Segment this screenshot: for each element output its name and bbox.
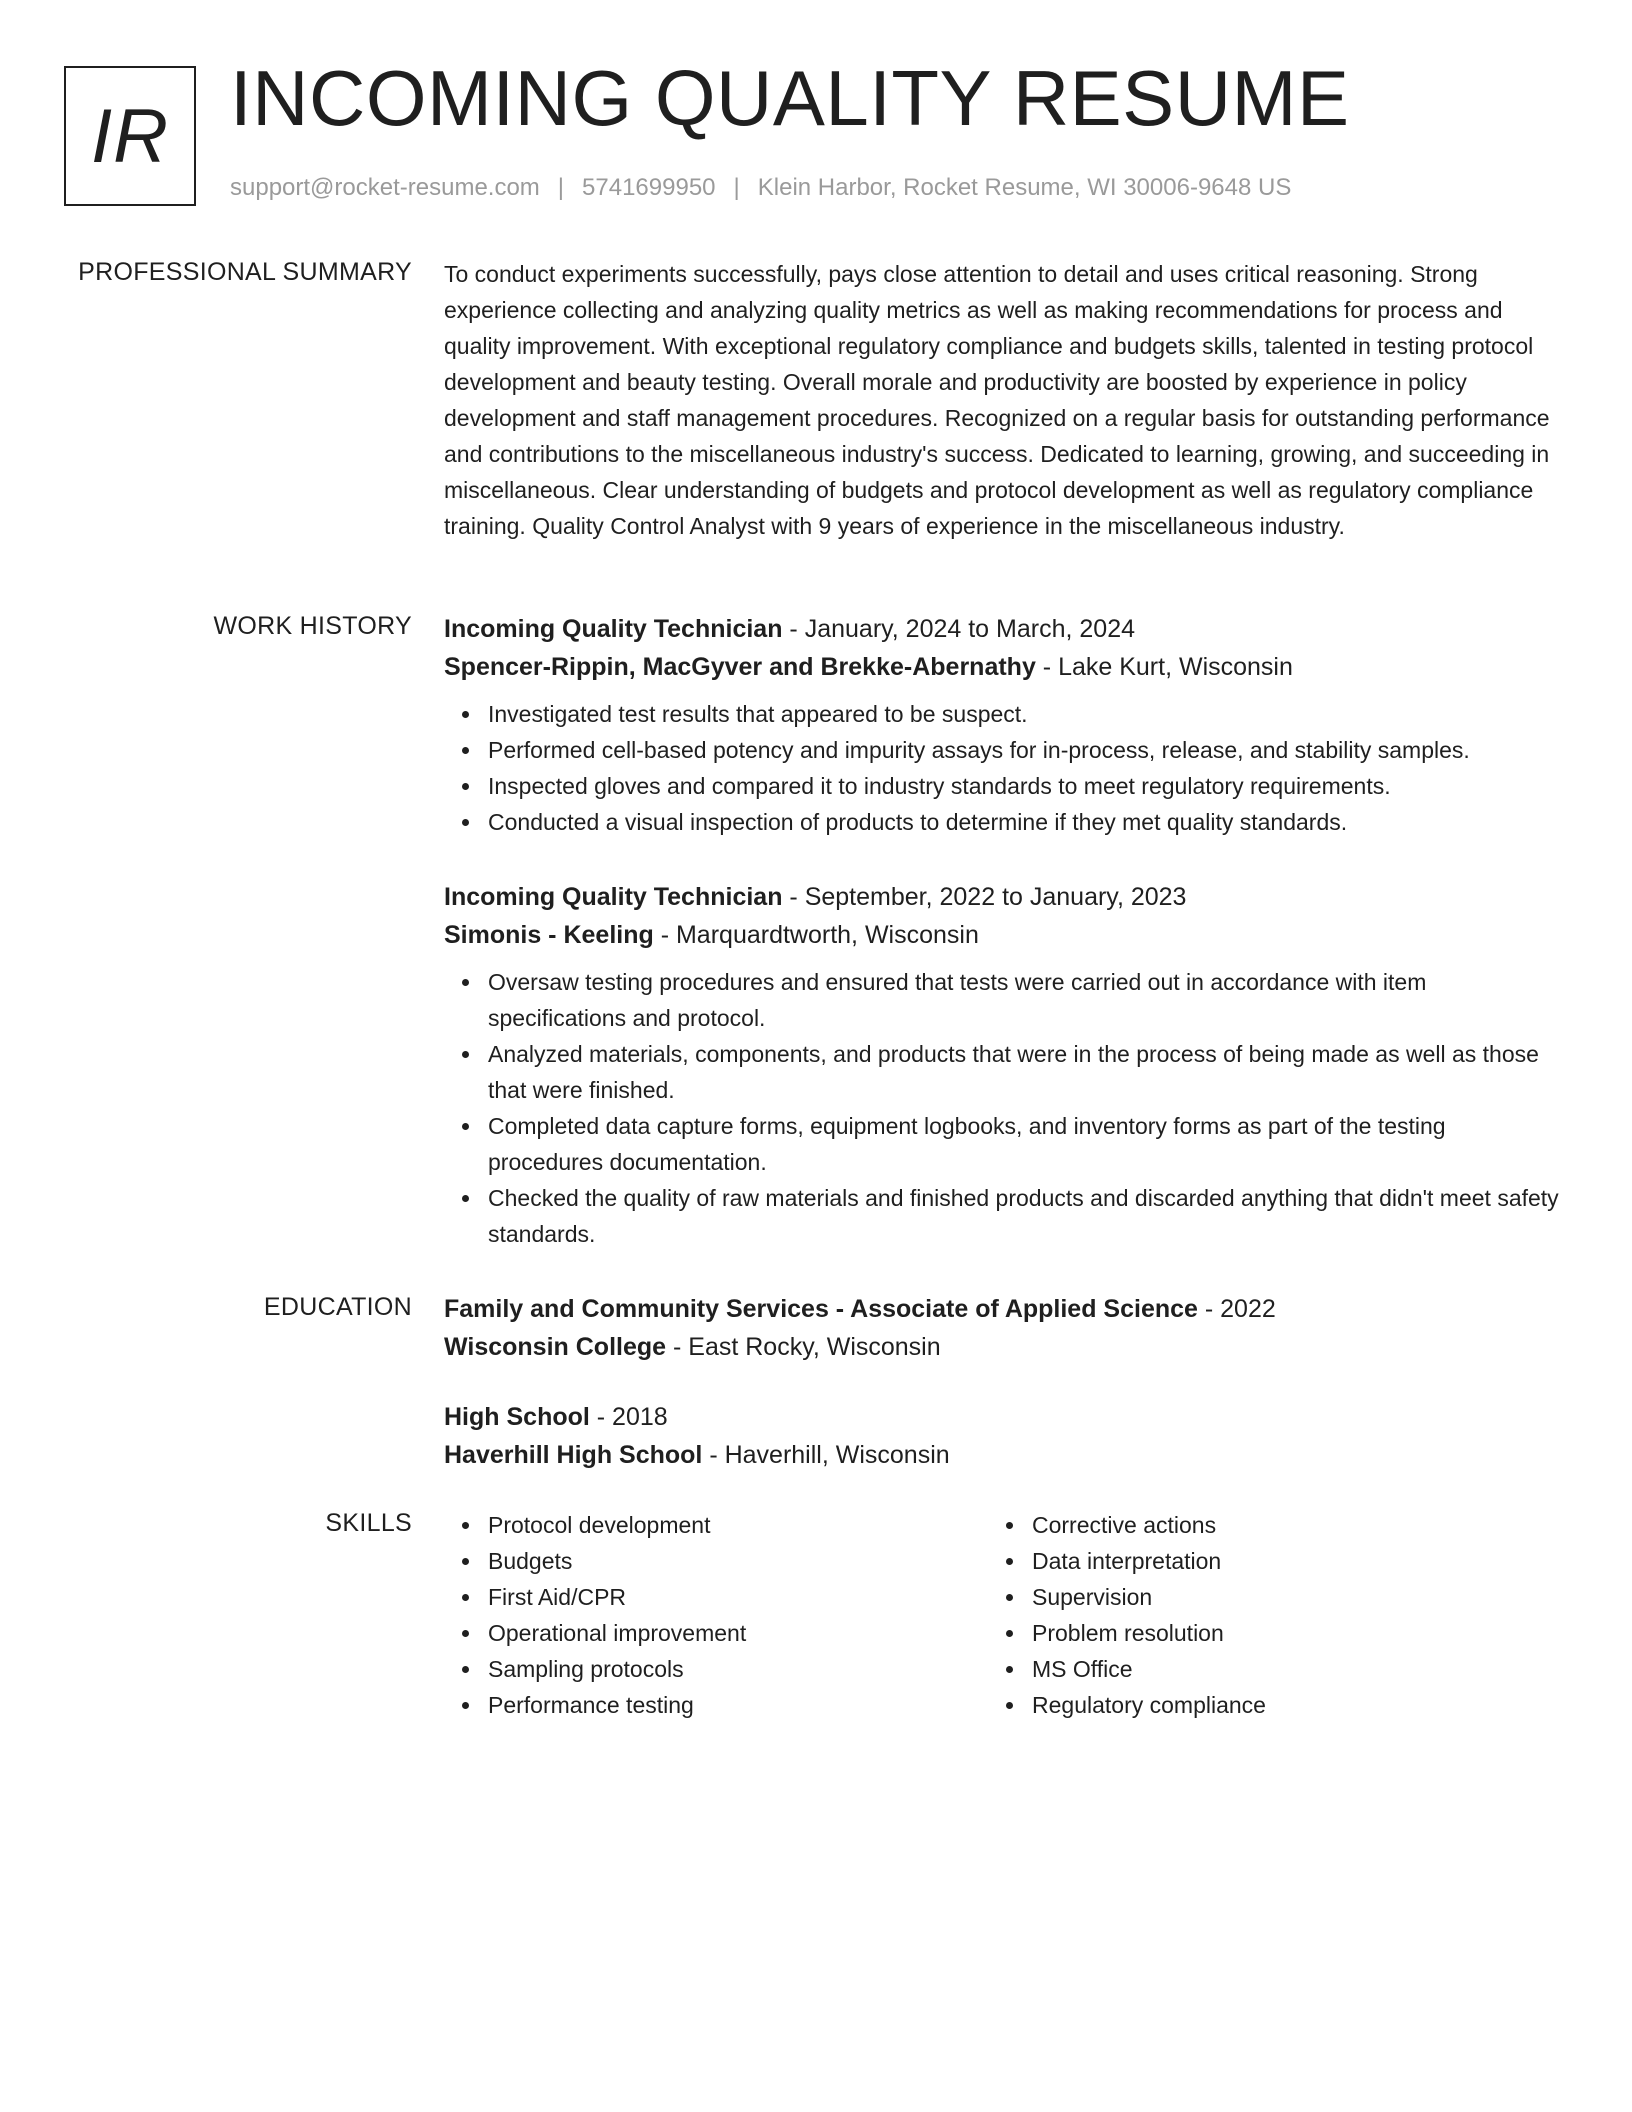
contact-email: support@rocket-resume.com bbox=[230, 174, 540, 201]
education-entry bbox=[444, 1398, 1564, 1474]
job-company-line bbox=[444, 916, 1564, 954]
job-title-line bbox=[444, 610, 1564, 648]
job-dates: - September, 2022 to January, 2023 bbox=[782, 883, 1187, 911]
job-bullet: Oversaw testing procedures and ensured that tests were carried out in accordance with item specifications and protocol. bbox=[488, 964, 1564, 1036]
education-entry bbox=[444, 1290, 1564, 1366]
job-bullet: Investigated test results that appeared to be suspect. bbox=[488, 696, 1564, 732]
job-bullet: Conducted a visual inspection of products to determine if they met quality standards. bbox=[488, 804, 1564, 840]
job-entry bbox=[444, 610, 1564, 840]
job-bullets bbox=[444, 964, 1564, 1252]
job-location: - Lake Kurt, Wisconsin bbox=[1035, 653, 1293, 681]
job-bullet: Analyzed materials, components, and products that were in the process of being made as well as those that were finished. bbox=[488, 1036, 1564, 1108]
summary-text: To conduct experiments successfully, pays close attention to detail and uses critical reasoning. Strong experience collecting and analyzing quality metrics as well as making recommendations for process and quality improvement. With exceptional regulatory compliance and budgets skills, talented in testing protocol development and beauty testing. Overall morale and productivity are boosted by experience in policy development and staff management procedures. Recognized on a regular basis for outstanding performance and contributions to the miscellaneous industry's success. Dedicated to learning, growing, and succeeding in miscellaneous. Clear understanding of budgets and protocol development as well as regulatory compliance training. Quality Control Analyst with 9 years of experience in the miscellaneous industry. bbox=[444, 261, 1550, 539]
education-year: - 2022 bbox=[1197, 1295, 1276, 1323]
skill-item: Corrective actions bbox=[1032, 1507, 1552, 1543]
contact-separator: | bbox=[733, 174, 740, 201]
skill-item: Performance testing bbox=[488, 1687, 988, 1723]
skill-item: Sampling protocols bbox=[488, 1651, 988, 1687]
job-company-line bbox=[444, 648, 1564, 686]
job-title: Incoming Quality Technician bbox=[444, 615, 783, 643]
contact-address: Klein Harbor, Rocket Resume, WI 30006-9648 US bbox=[757, 174, 1292, 201]
job-bullet: Performed cell-based potency and impurity assays for in-process, release, and stability samples. bbox=[488, 732, 1564, 768]
job-company: Spencer-Rippin, MacGyver and Brekke-Abernathy bbox=[444, 653, 1036, 681]
contact-separator: | bbox=[557, 174, 565, 201]
summary-section bbox=[444, 256, 1564, 544]
education-degree: High School bbox=[444, 1403, 590, 1431]
resume-title: INCOMING QUALITY RESUME bbox=[230, 54, 1350, 142]
skills-list-left bbox=[444, 1507, 988, 1723]
education-location: - East Rocky, Wisconsin bbox=[666, 1333, 941, 1361]
section-label-education: EDUCATION bbox=[263, 1293, 412, 1321]
skill-item: Budgets bbox=[488, 1543, 988, 1579]
contact-phone: 5741699950 bbox=[582, 174, 716, 201]
education-degree-line bbox=[444, 1290, 1564, 1328]
education-location: - Haverhill, Wisconsin bbox=[702, 1441, 950, 1469]
education-school-line bbox=[444, 1328, 1564, 1366]
skills-columns bbox=[444, 1507, 1564, 1723]
skill-item: Data interpretation bbox=[1032, 1543, 1552, 1579]
education-school: Wisconsin College bbox=[444, 1333, 667, 1361]
education-year: - 2018 bbox=[589, 1403, 668, 1431]
job-entry bbox=[444, 878, 1564, 1252]
job-title: Incoming Quality Technician bbox=[444, 883, 783, 911]
skill-item: Operational improvement bbox=[488, 1615, 988, 1651]
job-bullet: Completed data capture forms, equipment logbooks, and inventory forms as part of the testing procedures documentation. bbox=[488, 1108, 1564, 1180]
education-degree: Family and Community Services - Associate of Applied Science bbox=[444, 1295, 1198, 1323]
job-location: - Marquardtworth, Wisconsin bbox=[653, 921, 979, 949]
skills-list-right bbox=[988, 1507, 1552, 1723]
skill-item: First Aid/CPR bbox=[488, 1579, 988, 1615]
skill-item: MS Office bbox=[1032, 1651, 1552, 1687]
monogram-box bbox=[64, 66, 196, 206]
job-bullet: Inspected gloves and compared it to industry standards to meet regulatory requirements. bbox=[488, 768, 1564, 804]
job-title-line bbox=[444, 878, 1564, 916]
skill-item: Protocol development bbox=[488, 1507, 988, 1543]
job-bullets bbox=[444, 696, 1564, 840]
skill-item: Regulatory compliance bbox=[1032, 1687, 1552, 1723]
education-degree-line bbox=[444, 1398, 1564, 1436]
skills-section bbox=[444, 1507, 1564, 1723]
section-label-skills: SKILLS bbox=[325, 1509, 412, 1537]
job-company: Simonis - Keeling bbox=[444, 921, 654, 949]
section-label-work-history: WORK HISTORY bbox=[213, 612, 412, 640]
section-label-summary: PROFESSIONAL SUMMARY bbox=[78, 258, 412, 286]
monogram-initials: IR bbox=[91, 93, 169, 179]
education-school-line bbox=[444, 1436, 1564, 1474]
skill-item: Supervision bbox=[1032, 1579, 1552, 1615]
job-dates: - January, 2024 to March, 2024 bbox=[782, 615, 1135, 643]
contact-line bbox=[230, 174, 1291, 202]
education-school: Haverhill High School bbox=[444, 1441, 703, 1469]
job-bullet: Checked the quality of raw materials and finished products and discarded anything that didn't meet safety standards. bbox=[488, 1180, 1564, 1252]
skill-item: Problem resolution bbox=[1032, 1615, 1552, 1651]
